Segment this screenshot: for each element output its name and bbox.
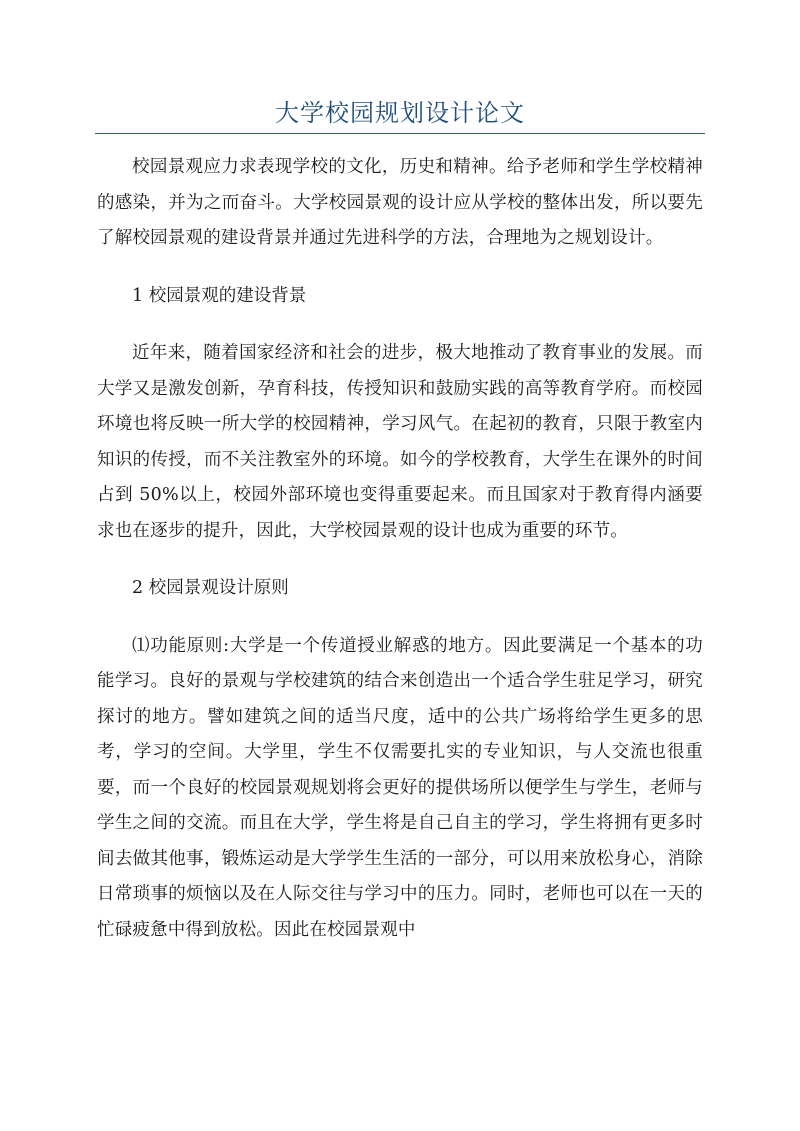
section-heading-2: 2 校园景观设计原则 xyxy=(132,578,289,598)
paragraph-intro: 校园景观应力求表现学校的文化，历史和精神。给予老师和学生学校精神的感染，并为之而奋斗。大学校园景观的设计应从学校的整体出发，所以要先了解校园景观的建设背景并通过先进科学的方法，合理地为之规划设计。 xyxy=(97,157,703,248)
document-title: 大学校园规划设计论文 xyxy=(275,99,525,127)
document-body xyxy=(97,150,703,970)
paragraph-background: 近年来，随着国家经济和社会的进步，极大地推动了教育事业的发展。而大学又是激发创新，孕育科技，传授知识和鼓励实践的高等教育学府。而校园环境也将反映一所大学的校园精神，学习风气。在起初的教育，只限于教室内知识的传授，而不关注教室外的环境。如今的学校教育，大学生在课外的时间占到 50%以上，校园外部环境也变得重要起来。而且国家对于教育得内涵要求也在逐步的提升，因此，大学校园景观的设计也成为重要的环节。 xyxy=(97,343,703,541)
section-heading-1: 1 校园景观的建设背景 xyxy=(132,285,307,306)
paragraph-function-principle: ⑴功能原则:大学是一个传道授业解惑的地方。因此要满足一个基本的功能学习。良好的景观与学校建筑的结合来创造出一个适合学生驻足学习，研究探讨的地方。譬如建筑之间的适当尺度，适中的公共广场将给学生更多的思考，学习的空间。大学里，学生不仅需要扎实的专业知识，与人交流也很重要，而一个良好的校园景观规划将会更好的提供场所以便学生与学生，老师与学生之间的交流。而且在大学，学生将是自己自主的学习，学生将拥有更多时间去做其他事，锻炼运动是大学学生生活的一部分，可以用来放松身心，消除日常琐事的烦恼以及在人际交往与学习中的压力。同时，老师也可以在一天的忙碌疲惫中得到放松。因此在校园景观中 xyxy=(97,635,703,940)
title-underline xyxy=(95,133,705,134)
